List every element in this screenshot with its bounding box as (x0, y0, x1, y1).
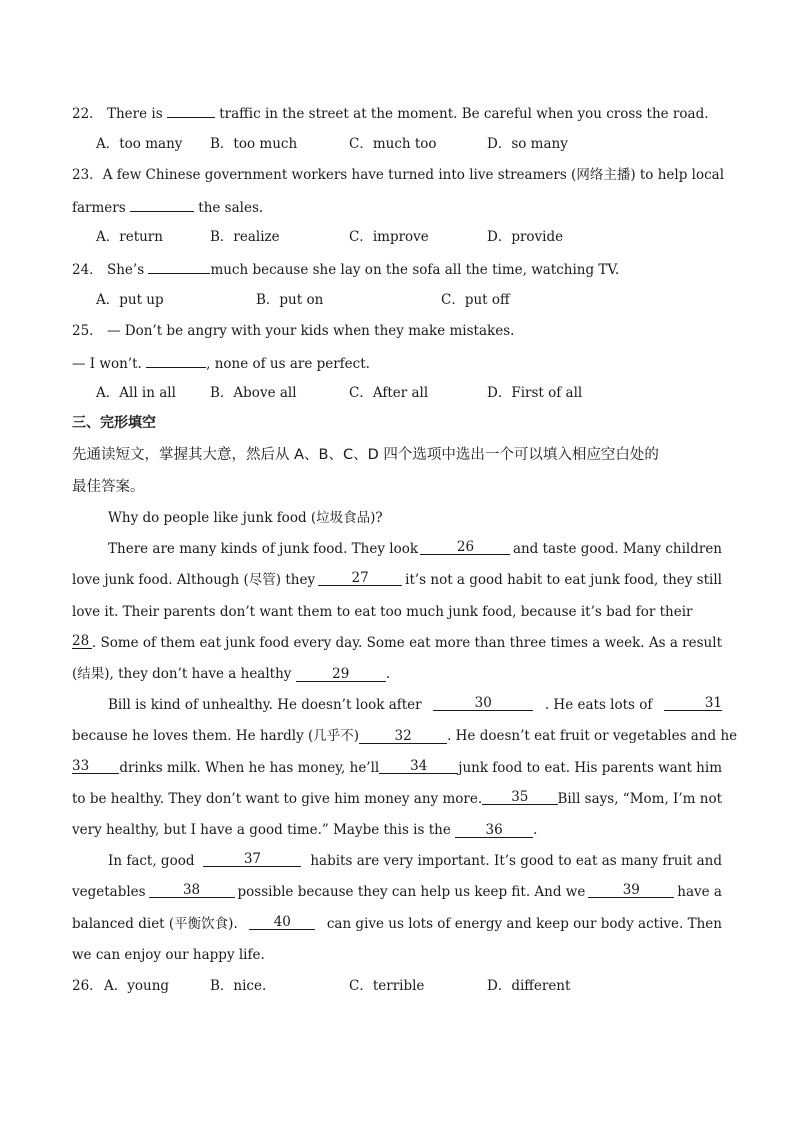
passage-text: can give us lots of energy and keep our body active. Then (326, 916, 722, 932)
question-text: traffic in the street at the moment. Be careful when you cross the road. (219, 106, 709, 122)
blank-33[interactable]: 33 (72, 759, 119, 774)
chinese-gloss: 网络主播 (576, 167, 631, 183)
question-text: much because she lay on the sofa all the time, watching TV. (210, 262, 620, 278)
passage-text: . He doesn’t eat fruit or vegetables and he (447, 728, 738, 744)
option-d[interactable]: D．provide (487, 229, 564, 245)
passage-line (72, 883, 722, 901)
blank-26[interactable]: 26 (420, 540, 510, 555)
question-text: She’s (106, 262, 145, 278)
passage-text: . He eats lots of (544, 697, 653, 713)
chinese-gloss: 几乎不 (313, 728, 354, 744)
option-c[interactable]: C．put off (441, 292, 510, 308)
section-title: 三、完形填空 (72, 415, 156, 431)
option-a[interactable]: A．put up (96, 292, 164, 308)
passage-line (72, 603, 722, 621)
option-c[interactable]: C．improve (349, 229, 429, 245)
passage-text: to be healthy. They don’t want to give him money any more. (72, 791, 483, 807)
blank-39[interactable]: 39 (588, 883, 674, 898)
question-25 (72, 322, 514, 340)
chinese-gloss: 垃圾食品 (316, 510, 371, 526)
passage-line (108, 696, 722, 714)
passage-text: ), they don’t have a healthy (104, 666, 292, 682)
option-d[interactable]: D．so many (487, 136, 568, 152)
passage-text: . Some of them eat junk food every day. Some eat more than three times a week. As a result (91, 635, 722, 651)
passage-text: because he loves them. He hardly ( (72, 728, 314, 744)
blank-40[interactable]: 40 (249, 915, 315, 930)
passage-text: love junk food. Although ( (72, 572, 249, 588)
passage-line (72, 571, 722, 589)
passage-text: we can enjoy our happy life. (72, 947, 265, 963)
question-text: — I won’t. (72, 356, 142, 372)
option-b[interactable]: B．too much (210, 136, 298, 152)
passage-text: . (533, 822, 538, 838)
question-text: There is (106, 106, 163, 122)
passage-text: ). (228, 916, 238, 932)
passage-line (72, 821, 537, 839)
option-a[interactable]: A．return (96, 229, 163, 245)
option-a[interactable]: A．young (104, 978, 170, 994)
option-d[interactable]: D．different (487, 978, 571, 994)
question-text: A few Chinese government workers have turned into live streamers ( (102, 167, 577, 183)
chinese-gloss: 平衡饮食 (174, 916, 229, 932)
passage-text: possible because they can help us keep fit. And we (237, 884, 586, 900)
passage-text: . (385, 666, 391, 682)
question-25-line2 (72, 353, 370, 373)
passage-line (108, 540, 722, 558)
question-text: , none of us are perfect. (206, 356, 370, 372)
answer-blank[interactable] (146, 353, 206, 368)
question-number: 22． (72, 106, 103, 122)
passage-text: ( (72, 666, 78, 682)
passage-title (108, 509, 383, 527)
chinese-gloss: 尽管 (248, 572, 276, 588)
blank-29[interactable]: 29 (296, 667, 386, 682)
question-23 (72, 166, 724, 184)
question-26 (72, 977, 103, 995)
passage-text: In fact, good (108, 853, 195, 869)
option-a[interactable]: A．too many (96, 136, 183, 152)
blank-30[interactable]: 30 (433, 696, 533, 711)
blank-37[interactable]: 37 (203, 852, 301, 867)
option-c[interactable]: C．After all (349, 385, 429, 401)
option-a[interactable]: A．All in all (96, 385, 176, 401)
question-24 (72, 259, 619, 279)
question-text: — Don’t be angry with your kids when they make mistakes. (106, 323, 515, 339)
question-text: ) to help local (630, 167, 725, 183)
passage-title-text: Why do people like junk food ( (108, 510, 317, 526)
section-instruction: 最佳答案。 (72, 479, 145, 495)
passage-text: habits are very important. It’s good to eat as many fruit and (310, 853, 722, 869)
question-number: 26． (72, 978, 103, 994)
passage-text: ) they (275, 572, 316, 588)
passage-line (72, 759, 722, 777)
passage-title-text: )? (370, 510, 383, 526)
option-b[interactable]: B．put on (256, 292, 324, 308)
option-b[interactable]: B．Above all (210, 385, 297, 401)
blank-27[interactable]: 27 (318, 571, 402, 586)
passage-text: Bill says, “Mom, I’m not (557, 791, 722, 807)
blank-31[interactable]: 31 (664, 696, 722, 711)
answer-blank[interactable] (130, 197, 194, 212)
question-23-line2 (72, 197, 263, 217)
passage-line (72, 665, 390, 683)
blank-28[interactable]: 28 (72, 634, 92, 649)
option-d[interactable]: D．First of all (487, 385, 583, 401)
passage-line (72, 790, 722, 808)
option-c[interactable]: C．much too (349, 136, 437, 152)
passage-text: love it. Their parents don’t want them to eat too much junk food, because it’s bad for their (72, 604, 693, 620)
question-number: 23． (72, 167, 103, 183)
passage-text: There are many kinds of junk food. They look (108, 541, 419, 557)
passage-line (108, 852, 722, 870)
passage-text: vegetables (72, 884, 146, 900)
passage-text: Bill is kind of unhealthy. He doesn’t look after (108, 697, 422, 713)
passage-text: drinks milk. When he has money, he’ll (119, 760, 380, 776)
blank-35[interactable]: 35 (482, 790, 557, 805)
passage-text: ) (353, 728, 360, 744)
option-c[interactable]: C．terrible (349, 978, 425, 994)
answer-blank[interactable] (148, 259, 210, 274)
passage-line (72, 915, 722, 933)
passage-line (72, 727, 738, 745)
blank-34[interactable]: 34 (379, 759, 458, 774)
section-instruction: 先通读短文，掌握其大意，然后从 A、B、C、D 四个选项中选出一个可以填入相应空白处的 (72, 447, 659, 463)
question-text: the sales. (198, 200, 264, 216)
passage-text: it’s not a good habit to eat junk food, they still (405, 572, 722, 588)
passage-line (72, 946, 265, 964)
question-number: 25． (72, 323, 103, 339)
passage-line (72, 634, 722, 652)
blank-32[interactable]: 32 (359, 729, 447, 744)
passage-text: and taste good. Many children (512, 541, 722, 557)
passage-text: have a (677, 884, 722, 900)
option-b[interactable]: B．nice. (210, 978, 267, 994)
passage-text: balanced diet ( (72, 916, 175, 932)
blank-38[interactable]: 38 (149, 883, 235, 898)
passage-text: junk food to eat. His parents want him (458, 760, 722, 776)
question-text: farmers (72, 200, 126, 216)
question-number: 24． (72, 262, 103, 278)
answer-blank[interactable] (167, 103, 215, 118)
question-22 (72, 103, 709, 123)
blank-36[interactable]: 36 (455, 823, 533, 838)
passage-text: very healthy, but I have a good time.” Maybe this is the (72, 822, 451, 838)
option-b[interactable]: B．realize (210, 229, 280, 245)
chinese-gloss: 结果 (77, 666, 105, 682)
